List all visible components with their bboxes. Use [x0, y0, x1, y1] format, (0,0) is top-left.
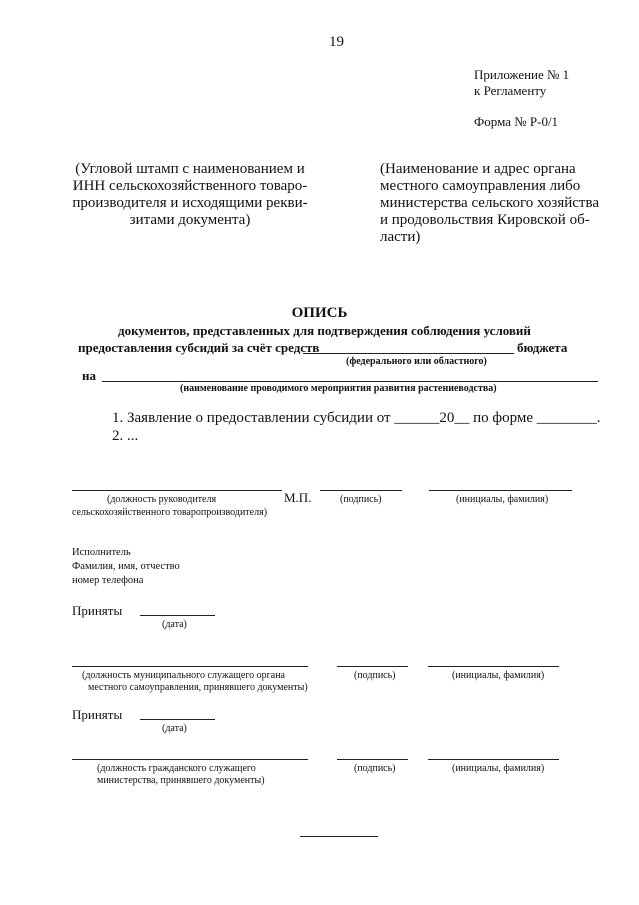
title-line1: документов, представленных для подтверждения соблюдения условий: [118, 323, 531, 338]
seal-place: М.П.: [284, 490, 312, 505]
name-hint: (инициалы, фамилия): [452, 763, 545, 774]
list-item: 1. Заявление о предоставлении субсидии от ______20__ по форме ________.: [112, 410, 601, 426]
executor-label: Исполнитель: [72, 547, 131, 558]
accepted-label: Приняты: [72, 603, 123, 618]
closing-divider: [300, 836, 378, 837]
position-hint-2: министерства, принявшего документы): [97, 775, 265, 786]
date-line: [140, 615, 215, 616]
signature-line: [337, 666, 408, 667]
stamp-line: ИНН сельскохозяйственного товаро-: [72, 178, 308, 194]
addressee-line: и продовольствия Кировской об-: [380, 212, 590, 228]
document-title: ОПИСЬ: [291, 305, 348, 321]
position-hint: (должность руководителя: [107, 494, 217, 505]
position-hint-2: местного самоуправления, принявшего документы): [88, 682, 308, 693]
list-item: 2. ...: [112, 428, 139, 444]
position-hint: (должность гражданского служащего: [97, 763, 256, 774]
position-line: [72, 759, 308, 760]
addressee-line: министерства сельского хозяйства: [380, 195, 600, 211]
stamp-line: (Угловой штамп с наименованием и: [75, 161, 305, 177]
signature-hint: (подпись): [354, 670, 396, 681]
executor-fullname: Фамилия, имя, отчество: [72, 561, 180, 572]
date-hint: (дата): [162, 723, 187, 734]
event-hint: (наименование проводимого мероприятия развития растениеводства): [180, 383, 497, 394]
budget-blank-line: [303, 353, 514, 354]
page-number: 19: [329, 34, 344, 50]
budget-hint: (федерального или областного): [346, 356, 487, 367]
position-line: [72, 666, 308, 667]
signature-line: [320, 490, 402, 491]
position-line: [72, 490, 282, 491]
position-hint-2: сельскохозяйственного товаропроизводителя): [72, 507, 268, 518]
title-line2-suffix: бюджета: [517, 340, 568, 355]
name-line: [428, 666, 559, 667]
position-hint: (должность муниципального служащего органа: [82, 670, 285, 681]
signature-hint: (подпись): [354, 763, 396, 774]
appendix-label: Приложение № 1: [474, 67, 570, 82]
stamp-line: зитами документа): [129, 212, 251, 228]
addressee-line: местного самоуправления либо: [380, 178, 581, 194]
name-line: [428, 759, 559, 760]
date-line: [140, 719, 215, 720]
title-line2-prefix: предоставления субсидий за счёт средств: [78, 340, 320, 355]
addressee-line: (Наименование и адрес органа: [380, 161, 576, 177]
appendix-reference: к Регламенту: [474, 83, 547, 98]
signature-hint: (подпись): [340, 494, 382, 505]
form-number: Форма № Р-0/1: [474, 114, 559, 129]
stamp-line: производителя и исходящими рекви-: [72, 195, 308, 211]
name-hint: (инициалы, фамилия): [456, 494, 549, 505]
on-label: на: [82, 368, 96, 383]
name-line: [429, 490, 572, 491]
event-blank-line: [102, 381, 598, 382]
date-hint: (дата): [162, 619, 187, 630]
addressee-line: ласти): [380, 229, 421, 245]
executor-phone: номер телефона: [72, 575, 144, 586]
name-hint: (инициалы, фамилия): [452, 670, 545, 681]
signature-line: [337, 759, 408, 760]
accepted-label: Приняты: [72, 707, 123, 722]
